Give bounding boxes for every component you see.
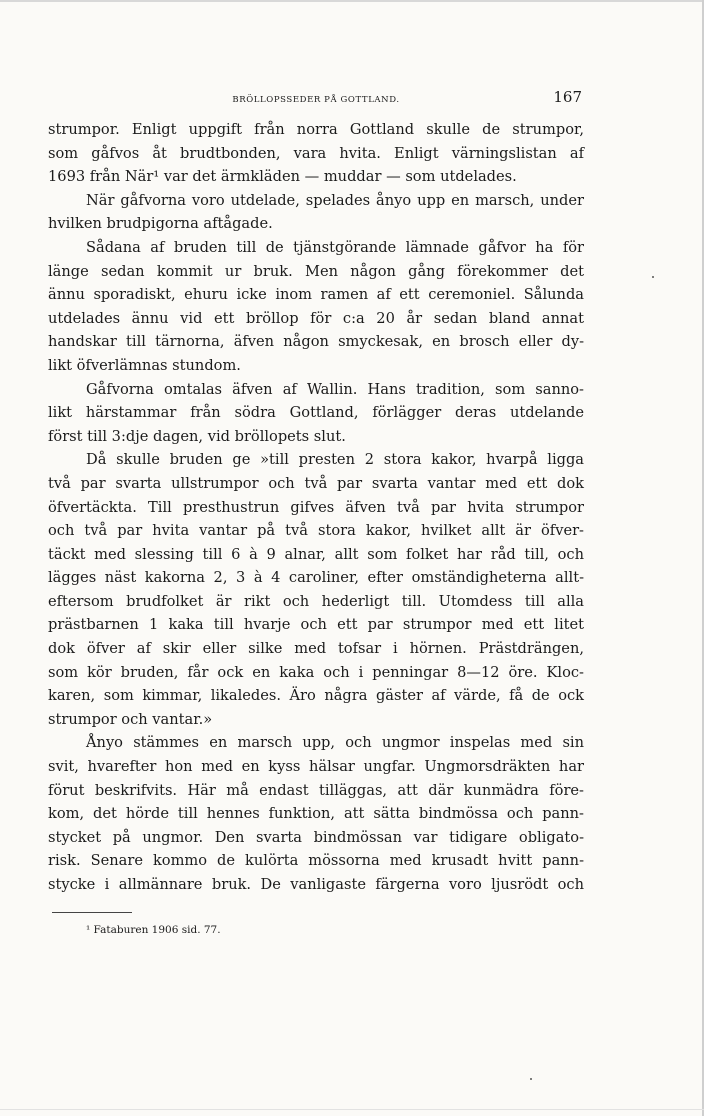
text-line: strumpor och vantar.» [48,710,213,728]
text-line: handskar till tärnorna, äfven någon smyckesak, en brosch eller dy- [48,333,584,351]
text-line: som gåfvos åt brudtbonden, vara hvita. Enligt värningslistan af [48,144,584,162]
page-number: 167 [553,88,582,106]
text-line: eftersom brudfolket är rikt och hederligt till. Utomdess till alla [48,592,584,610]
text-line: stycket på ungmor. Den svarta bindmössan var tidigare obligato- [48,828,584,846]
text-line: dok öfver af skir eller silke med tofsar i hörnen. Prästdrängen, [48,640,584,658]
text-line: kom, det hörde till hennes funktion, att sätta bindmössa och pann- [48,805,584,823]
footnote-divider [52,912,132,913]
text-line: förut beskrifvits. Här må endast tilläggas, att där kunmädra före- [48,781,584,799]
text-line: länge sedan kommit ur bruk. Men någon gång förekommer det [48,262,584,280]
page-bottom-edge [0,1109,704,1110]
text-line: karen, som kimmar, likaledes. Äro några gäster af värde, få de ock [48,687,584,705]
text-line: lägges näst kakorna 2, 3 à 4 caroliner, efter omständigheterna allt- [48,569,584,587]
scan-speck [530,1078,532,1080]
text-line: som kör bruden, får ock en kaka och i penningar 8—12 öre. Kloc- [48,663,584,681]
text-line: stycke i allmännare bruk. De vanligaste färgerna voro ljusrödt och [48,876,584,893]
running-head: BRÖLLOPSSEDER PÅ GOTTLAND. [232,95,400,105]
text-line: öfvertäckta. Till presthustrun gifves äfven två par hvita strumpor [48,498,584,516]
text-line: 1693 från När¹ var det ärmkläden — muddar — som utdelades. [48,168,517,186]
text-line: Gåfvorna omtalas äfven af Wallin. Hans tradition, som sanno- [86,380,584,398]
text-line: först till 3:dje dagen, vid bröllopets slut. [48,427,346,445]
text-line: Ånyo stämmes en marsch upp, och ungmor inspelas med sin [86,734,584,752]
scan-speck [652,276,654,278]
body-text [48,118,584,897]
text-line: och två par hvita vantar på två stora kakor, hvilket allt är öfver- [48,522,584,540]
text-line: prästbarnen 1 kaka till hvarje och ett par strumpor med ett litet [48,616,584,634]
footnote: ¹ Fataburen 1906 sid. 77. [86,924,221,936]
page-top-edge [0,0,704,2]
text-line: två par svarta ullstrumpor och två par svarta vantar med ett dok [48,474,584,492]
text-line: risk. Senare kommo de kulörta mössorna med krusadt hvitt pann- [48,852,584,870]
text-line: När gåfvorna voro utdelade, spelades ånyo upp en marsch, under [86,191,584,209]
text-line: svit, hvarefter hon med en kyss hälsar ungfar. Ungmorsdräkten har [48,758,584,776]
text-line: Då skulle bruden ge »till presten 2 stora kakor, hvarpå ligga [86,451,584,469]
text-line: Sådana af bruden till de tjänstgörande lämnade gåfvor ha för [86,238,584,256]
text-line: ännu sporadiskt, ehuru icke inom ramen af ett ceremoniel. Sålunda [48,286,584,304]
text-line: strumpor. Enligt uppgift från norra Gottland skulle de strumpor, [48,121,584,138]
text-line: likt öfverlämnas stundom. [48,356,241,374]
text-line: hvilken brudpigorna aftågade. [48,215,273,233]
page-header [48,88,584,110]
text-line: likt härstammar från södra Gottland, förlägger deras utdelande [48,404,584,422]
text-line: utdelades ännu vid ett bröllop för c:a 20 år sedan bland annat [48,309,584,327]
text-line: täckt med slessing till 6 à 9 alnar, allt som folket har råd till, och [48,545,584,563]
